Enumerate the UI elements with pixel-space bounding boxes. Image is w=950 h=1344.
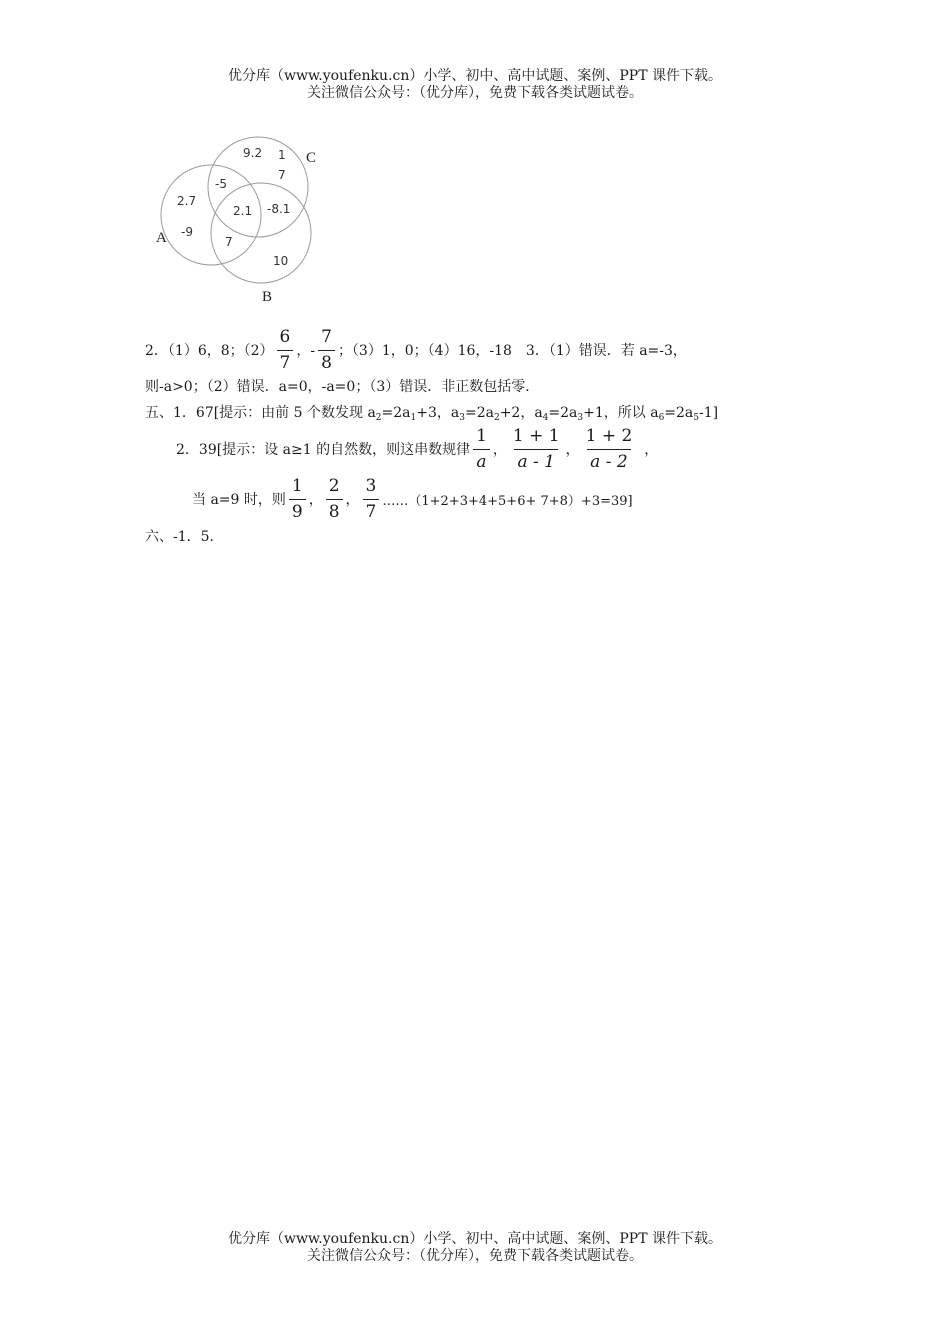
fraction-denominator: 7 (363, 499, 380, 521)
venn-value-a-2: -9 (181, 225, 193, 239)
fraction-6-7 (277, 326, 294, 373)
header-line-2: 关注微信公众号：（优分库），免费下载各类试题试卷。 (307, 85, 643, 101)
answer-line-1 (145, 324, 687, 376)
fraction-2-8 (326, 475, 343, 522)
venn-value-a-1: 2.7 (177, 194, 197, 208)
answer-line-5 (192, 474, 633, 524)
venn-diagram (148, 130, 348, 310)
answer-line-6: 六、-1．5． (145, 529, 224, 545)
venn-value-abc: 2.1 (233, 204, 253, 218)
fraction-2-a-1 (510, 425, 563, 472)
answer-5-tail: ……（1+2+3+4+5+6+ 7+8）+3=39] (382, 493, 633, 509)
venn-value-c-1: 9.2 (243, 146, 263, 160)
answer-3-text: 五、1．67[提示：由前 5 个数发现 $a_2=2a_1+3$，$a_3=2a_2+2$，$a_4=2a_3+1$，所以 $a_6=2a_5-1$] (145, 404, 719, 423)
page-header (0, 68, 950, 102)
fraction-1-9 (289, 475, 306, 522)
venn-label-b: B (262, 289, 273, 305)
answer-line-2: 则-a>0；（2）错误．a=0，-a=0；（3）错误．非正数包括零． (145, 379, 540, 395)
separator: ， (308, 492, 323, 508)
fraction-numerator: 1 + 1 (512, 425, 560, 446)
fraction-numerator: 1 (476, 425, 487, 446)
fraction-numerator: 7 (321, 326, 332, 347)
fraction-denominator: a - 2 (587, 449, 631, 471)
fraction-1-a (473, 425, 490, 472)
fraction-numerator: 1 + 2 (585, 425, 633, 446)
fraction-denominator: 9 (289, 499, 306, 521)
fraction-7-8 (318, 326, 335, 373)
page-footer (0, 1231, 950, 1265)
separator: ， (565, 442, 580, 458)
fraction-3-a-2 (583, 425, 636, 472)
fraction-denominator: a - 1 (514, 449, 558, 471)
fraction-numerator: 2 (328, 475, 340, 496)
answer-line-4 (176, 424, 658, 474)
venn-value-c-2: 1 (278, 148, 286, 162)
footer-line-1: 优分库（www.youfenku.cn）小学、初中、高中试题、案例、PPT 课件下载。 (227, 1231, 722, 1247)
answer-1-part-3: ；（3）1，0；（4）16，-18 3．（1）错误．若 a=-3， (337, 343, 687, 359)
fraction-numerator: 1 (291, 475, 303, 496)
answer-line-3 (145, 402, 718, 422)
header-line-1: 优分库（www.youfenku.cn）小学、初中、高中试题、案例、PPT 课件下载。 (227, 68, 722, 84)
separator: ， (345, 492, 360, 508)
venn-label-c: C (306, 150, 317, 166)
fraction-numerator: 3 (365, 475, 377, 496)
answer-1-part-1: 2．（1）6，8；（2） (145, 343, 274, 359)
separator: ， (492, 442, 507, 458)
venn-value-c-3: 7 (278, 168, 286, 182)
venn-value-bc: -8.1 (267, 202, 291, 216)
venn-value-ac: -5 (215, 177, 227, 191)
fraction-denominator: a (473, 449, 489, 471)
venn-value-ab: 7 (225, 235, 233, 249)
separator: ， (644, 442, 659, 458)
venn-label-a: A (156, 230, 167, 246)
answer-4-text: 2．39[提示：设 a≥1 的自然数，则这串数规律 (176, 442, 471, 458)
circle-b (211, 183, 311, 283)
fraction-denominator: 8 (326, 499, 343, 521)
fraction-3-7 (363, 475, 380, 522)
fraction-denominator: 8 (318, 350, 335, 372)
fraction-denominator: 7 (277, 350, 294, 372)
answer-1-part-2: ，- (296, 343, 316, 359)
venn-value-b: 10 (273, 254, 289, 268)
answer-5-text: 当 a=9 时，则 (192, 492, 286, 508)
fraction-numerator: 6 (279, 326, 291, 347)
footer-line-2: 关注微信公众号：（优分库），免费下载各类试题试卷。 (307, 1248, 643, 1264)
